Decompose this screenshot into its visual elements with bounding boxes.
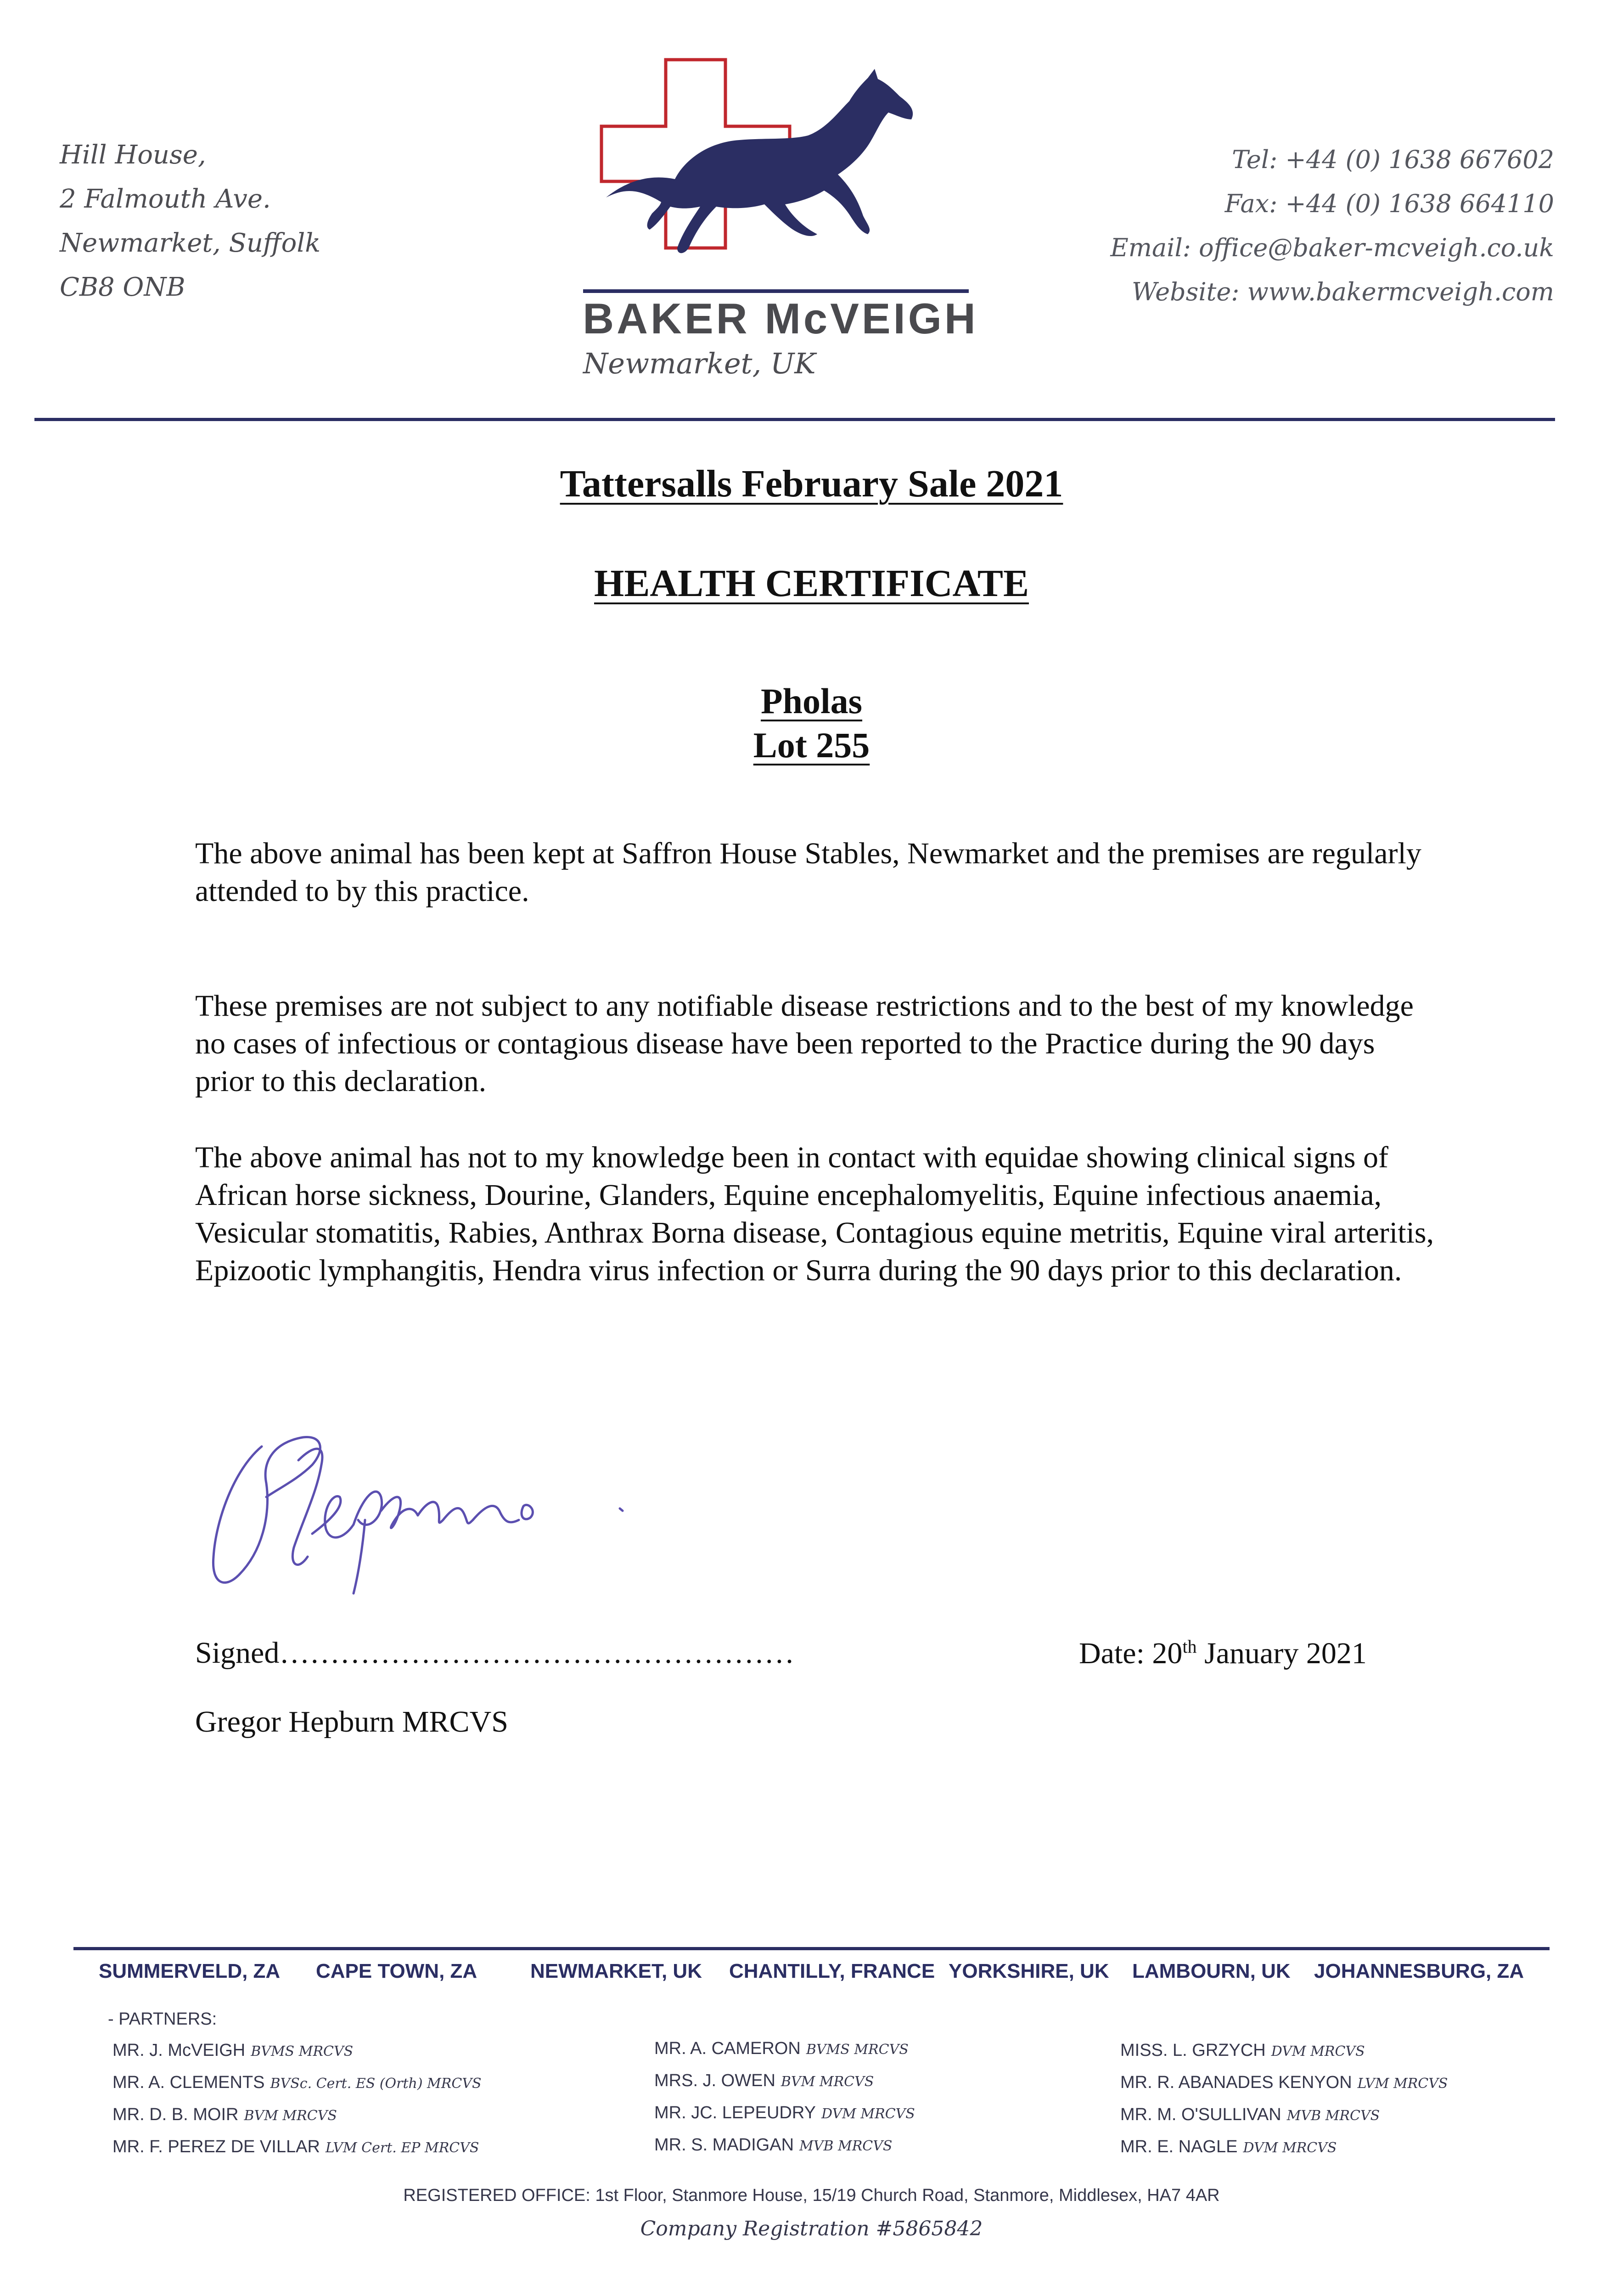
partner-qualification: BVM MRCVS [244,2108,337,2124]
office-location: NEWMARKET, UK [530,1960,702,1982]
partner-qualification: LVM Cert. EP MRCVS [325,2140,479,2156]
partner-name: MR. A. CLEMENTS [112,2073,265,2092]
partner-name: MISS. L. GRZYCH [1120,2041,1266,2060]
baker-mcveigh-logo [588,51,983,294]
website: Website: www.bakermcveigh.com [1132,277,1554,306]
disease-free-paragraph: These premises are not subject to any notifiable disease restrictions and to the best of my knowledge no cases of infectious or contagious disease have been reported to the Practice during the 90 days prior to this declaration. [195,989,1414,1098]
office-location: SUMMERVELD, ZA [99,1960,281,1982]
office-location: CAPE TOWN, ZA [316,1960,477,1982]
partner-qualification: MVB MRCVS [1286,2108,1380,2124]
brand-name: BAKER McVEIGH [583,294,978,343]
date-ordinal: th [1182,1636,1197,1657]
partner-name: MRS. J. OWEN [654,2071,775,2090]
logo-underline [583,289,969,293]
email: Email: office@baker-mcveigh.co.uk [1110,233,1554,262]
partner-qualification: BVMS MRCVS [251,2043,354,2060]
partner-name: MR. A. CAMERON [654,2039,801,2058]
header-divider [34,418,1555,421]
office-location: LAMBOURN, UK [1132,1960,1291,1982]
partner-entry [654,2071,874,2091]
telephone: Tel: +44 (0) 1638 667602 [1232,145,1554,174]
partner-entry [1120,2137,1337,2157]
partner-name: MR. E. NAGLE [1120,2137,1238,2156]
office-location: YORKSHIRE, UK [949,1960,1109,1982]
address-line: CB8 ONB [60,272,185,302]
address-line: Hill House, [60,140,206,170]
premises-paragraph: The above animal has been kept at Saffron House Stables, Newmarket and the premises are regularly attended to by this practice. [195,837,1421,908]
partner-entry [112,2041,353,2060]
partner-entry [112,2105,337,2125]
registered-office: REGISTERED OFFICE: 1st Floor, Stanmore House, 15/19 Church Road, Stanmore, Middlesex, HA7 4AR [403,2186,1220,2205]
horse-name: Pholas [760,681,863,721]
date-prefix: Date: 20 [1079,1637,1183,1670]
footer-divider [73,1947,1550,1950]
partner-entry [654,2135,892,2155]
partner-name: MR. R. ABANADES KENYON [1120,2073,1352,2092]
partner-entry [112,2073,482,2093]
partner-qualification: BVSc. Cert. ES (Orth) MRCVS [270,2076,482,2092]
partner-qualification: LVM MRCVS [1357,2076,1448,2092]
fax: Fax: +44 (0) 1638 664110 [1224,189,1554,218]
partner-entry [1120,2105,1380,2125]
practice-address [60,133,320,310]
partner-name: MR. S. MADIGAN [654,2135,794,2155]
partner-qualification: DVM MRCVS [1271,2043,1365,2060]
signatory-name: Gregor Hepburn MRCVS [195,1705,508,1739]
partner-entry [1120,2041,1365,2060]
brand-location: Newmarket, UK [583,347,816,380]
partner-entry [654,2103,915,2123]
partner-qualification: DVM MRCVS [1243,2140,1337,2156]
sale-title: Tattersalls February Sale 2021 [560,462,1063,505]
office-location: JOHANNESBURG, ZA [1314,1960,1524,1982]
address-line: Newmarket, Suffolk [60,228,321,258]
partner-name: MR. D. B. MOIR [112,2105,239,2124]
partner-qualification: BVM MRCVS [781,2074,874,2090]
partner-name: MR. M. O'SULLIVAN [1120,2105,1281,2124]
address-line: 2 Falmouth Ave. [60,184,271,214]
partner-qualification: MVB MRCVS [799,2138,893,2154]
office-location: CHANTILLY, FRANCE [729,1960,935,1982]
company-registration: Company Registration #5865842 [640,2217,983,2240]
partner-qualification: DVM MRCVS [821,2106,915,2122]
lot-number: Lot 255 [753,725,870,765]
partner-qualification: BVMS MRCVS [806,2042,909,2058]
declaration-date [1079,1636,1367,1671]
handwritten-signature [207,1428,647,1612]
partner-entry [1120,2073,1448,2093]
partner-name: MR. F. PEREZ DE VILLAR [112,2137,320,2156]
date-rest: January 2021 [1196,1637,1367,1670]
document-title: HEALTH CERTIFICATE [594,562,1029,605]
partner-entry [112,2137,479,2157]
partner-name: MR. J. McVEIGH [112,2041,246,2060]
contact-details [1110,138,1554,314]
signature-line: Signed…………………………………………… [195,1636,795,1670]
contact-declaration-paragraph: The above animal has not to my knowledge been in contact with equidae showing clinical signs of African horse sickness, Dourine, Glanders, Equine encephalomyelitis, Equine infectious anaemia, Vesicular stomatitis, Rabies, Anthrax Borna disease, Contagious equine metritis, Equine viral arteritis, Epizootic lymphangitis, Hendra virus infection or Surra during the 90 days prior to this declaration. [195,1141,1434,1287]
horse-icon [606,69,913,253]
partner-entry [654,2039,909,2059]
partners-heading: - PARTNERS: [108,2009,217,2029]
partner-name: MR. JC. LEPEUDRY [654,2103,816,2122]
